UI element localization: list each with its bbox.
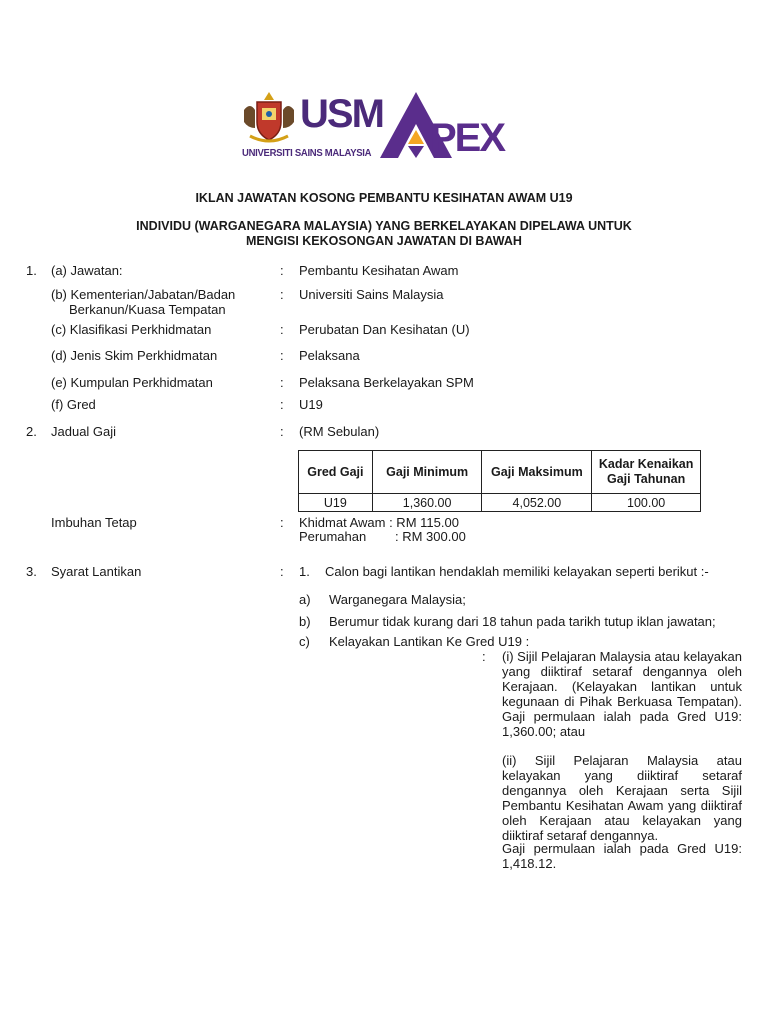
table-header-row <box>299 451 701 494</box>
table-row <box>299 494 701 512</box>
field-label-syarat: Syarat Lantikan <box>51 564 142 579</box>
field-label-imbuhan: Imbuhan Tetap <box>51 515 137 530</box>
qualification-i: (i) Sijil Pelajaran Malaysia atau kelayakan yang diiktiraf setaraf dengannya oleh Kerajaan. (Kelayakan lantikan untuk kegunaan di Pihak Berkuasa Tempatan). Gaji permulaan ialah pada Gred U19: 1,360.00; atau <box>502 649 742 739</box>
usm-logo-mark: USM <box>300 92 383 136</box>
usm-logo-name: UNIVERSITI SAINS MALAYSIA <box>242 148 372 159</box>
imbuhan-perumahan-label: Perumahan <box>299 529 367 544</box>
apex-logo-text: PEX <box>430 116 505 160</box>
field-colon: : <box>280 263 284 278</box>
field-label-jawatan: (a) Jawatan: <box>51 263 123 278</box>
sub-item-text: Kelayakan Lantikan Ke Gred U19 : <box>329 634 530 649</box>
field-value-klasifikasi: Perubatan Dan Kesihatan (U) <box>299 322 470 337</box>
field-value-jenis-skim: Pelaksana <box>299 348 360 363</box>
table-header-cell: Gaji Maksimum <box>482 451 592 494</box>
qualification-ii: (ii) Sijil Pelajaran Malaysia atau kelayakan yang diiktiraf setaraf dengannya oleh Kerajaan serta Sijil Pembantu Kesihatan Awam yang diiktiraf oleh Kerajaan atau kelayakan yang diiktiraf setaraf dengannya. <box>502 753 742 843</box>
table-header-cell: Gred Gaji <box>299 451 373 494</box>
section-2-number: 2. <box>26 424 37 439</box>
field-value-kumpulan: Pelaksana Berkelayakan SPM <box>299 375 474 390</box>
field-colon: : <box>280 564 284 579</box>
field-colon: : <box>280 322 284 337</box>
page-subtitle-line2: MENGISI KEKOSONGAN JAWATAN DI BAWAH <box>246 234 522 248</box>
field-colon: : <box>280 397 284 412</box>
page-title: IKLAN JAWATAN KOSONG PEMBANTU KESIHATAN AWAM U19 <box>195 191 573 205</box>
table-cell: U19 <box>299 494 373 512</box>
qualification-colon: : <box>482 649 486 664</box>
field-label-kementerian: (b) Kementerian/Jabatan/Badan <box>51 287 236 302</box>
imbuhan-perumahan-value: : RM 300.00 <box>395 529 466 544</box>
field-colon: : <box>280 515 284 530</box>
field-label-jenis-skim: (d) Jenis Skim Perkhidmatan <box>51 348 218 363</box>
imbuhan-khidmat-awam: Khidmat Awam : RM 115.00 <box>299 515 459 530</box>
field-value-jadual-gaji: (RM Sebulan) <box>299 424 380 439</box>
sub-item-letter: a) <box>299 592 311 607</box>
sub-item-letter: c) <box>299 634 310 649</box>
field-colon: : <box>280 287 284 302</box>
field-label-jadual-gaji: Jadual Gaji <box>51 424 117 439</box>
table-cell: 100.00 <box>592 494 701 512</box>
field-colon: : <box>280 424 284 439</box>
sub-item-letter: b) <box>299 614 311 629</box>
syarat-point-number: 1. <box>299 564 310 579</box>
field-value-kementerian: Universiti Sains Malaysia <box>299 287 444 302</box>
field-label-kementerian-line2: Berkanun/Kuasa Tempatan <box>69 302 226 317</box>
usm-crest-logo <box>240 88 298 146</box>
field-colon: : <box>280 348 284 363</box>
field-value-gred: U19 <box>299 397 323 412</box>
section-3-number: 3. <box>26 564 37 579</box>
page-subtitle-line1: INDIVIDU (WARGANEGARA MALAYSIA) YANG BERKELAYAKAN DIPELAWA UNTUK <box>136 219 632 233</box>
table-cell: 1,360.00 <box>372 494 482 512</box>
salary-table <box>298 450 701 512</box>
table-header-cell: Gaji Minimum <box>372 451 482 494</box>
section-1-number: 1. <box>26 263 37 278</box>
sub-item-text: Berumur tidak kurang dari 18 tahun pada tarikh tutup iklan jawatan; <box>329 614 716 629</box>
sub-item-text: Warganegara Malaysia; <box>329 592 466 607</box>
field-label-kumpulan: (e) Kumpulan Perkhidmatan <box>51 375 213 390</box>
field-label-gred: (f) Gred <box>51 397 96 412</box>
syarat-point-text: Calon bagi lantikan hendaklah memiliki kelayakan seperti berikut :- <box>325 564 709 579</box>
field-value-jawatan: Pembantu Kesihatan Awam <box>299 263 459 278</box>
table-header-cell: Kadar Kenaikan Gaji Tahunan <box>592 451 701 494</box>
field-colon: : <box>280 375 284 390</box>
qualification-ii-gaji: Gaji permulaan ialah pada Gred U19: 1,418.12. <box>502 841 742 871</box>
field-label-klasifikasi: (c) Klasifikasi Perkhidmatan <box>51 322 212 337</box>
table-cell: 4,052.00 <box>482 494 592 512</box>
